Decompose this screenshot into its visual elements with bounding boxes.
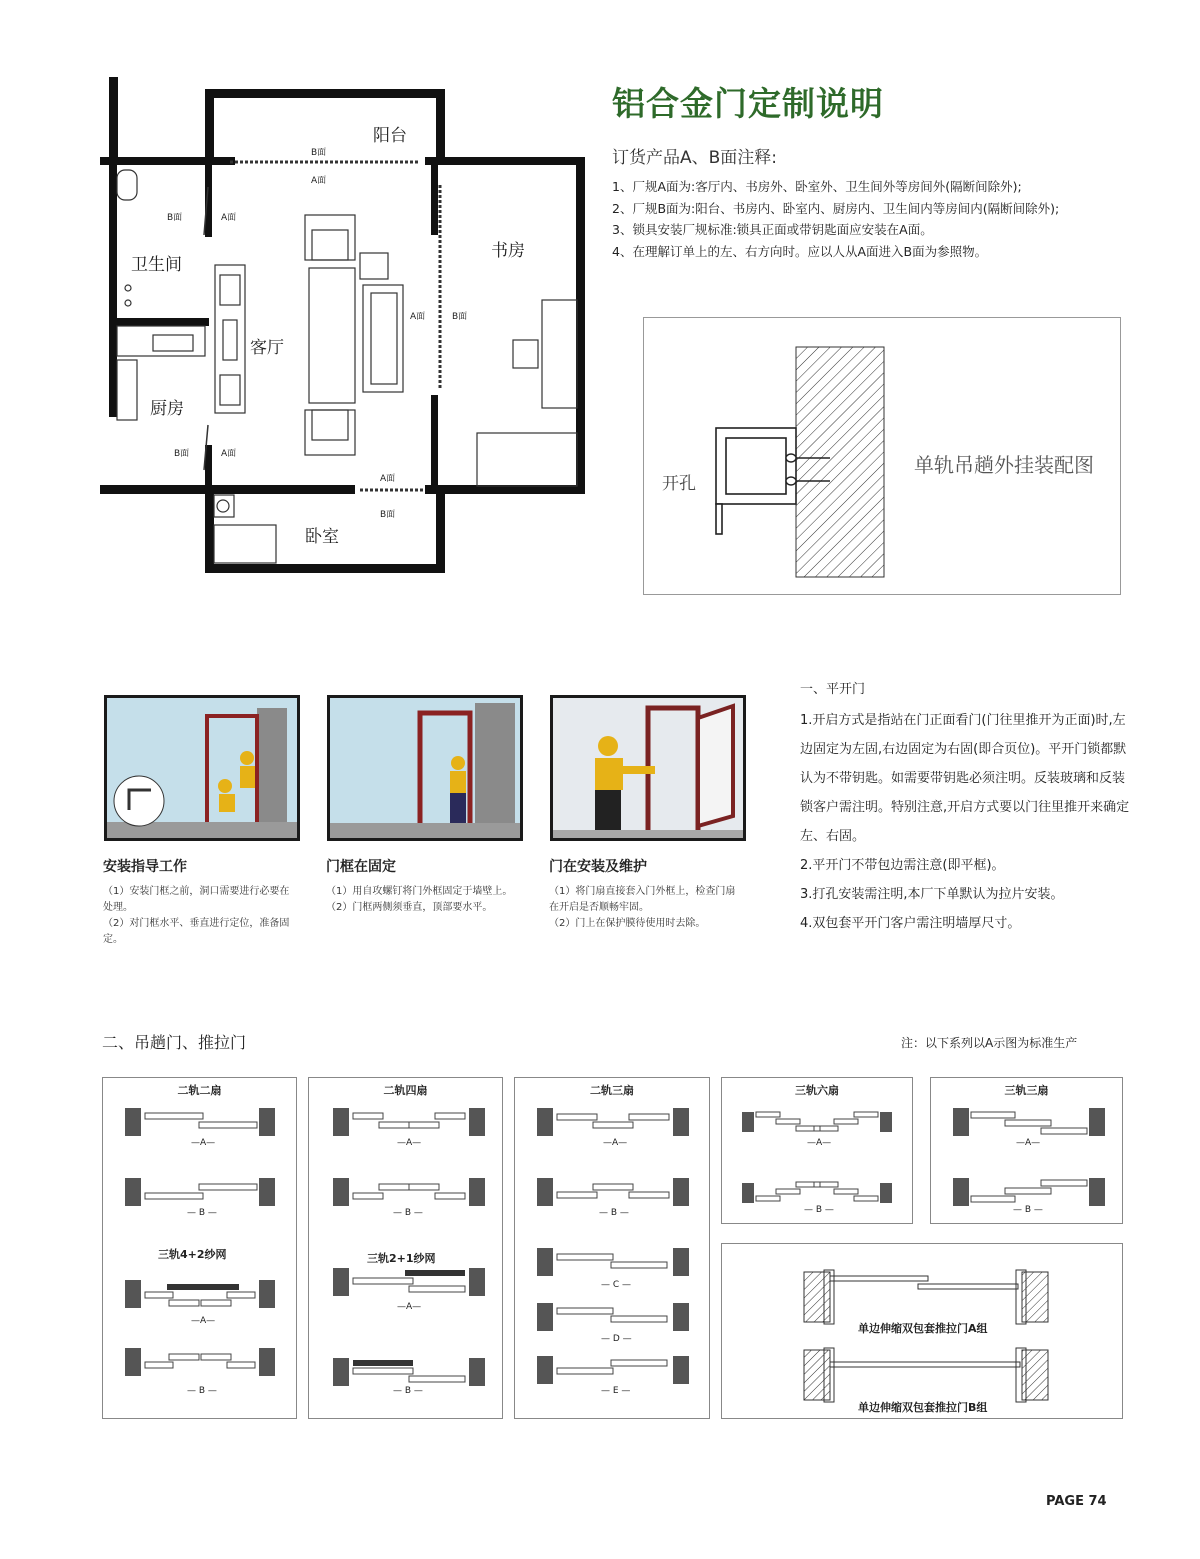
label-a: —A— — [1016, 1138, 1041, 1148]
label-c: — C — — [601, 1280, 632, 1290]
panel-subtitle: 三轨2+1纱网 — [367, 1252, 436, 1265]
label-d: — D — — [601, 1334, 632, 1344]
face-a-label: A面 — [221, 213, 237, 223]
face-a-label: A面 — [221, 449, 237, 459]
panel-title: 二轨二扇 — [177, 1084, 222, 1097]
face-b-label: B面 — [174, 449, 190, 459]
panel-title: 三轨三扇 — [1004, 1084, 1049, 1097]
track-panel — [930, 1077, 1123, 1224]
section-paragraph: 3.打孔安装需注明,本厂下单默认为拉片安装。 — [800, 887, 1064, 902]
room-label-living: 客厅 — [250, 338, 284, 358]
label-b: — B — — [393, 1208, 423, 1218]
track-panel — [102, 1077, 297, 1419]
panel-title: 二轨四扇 — [383, 1084, 428, 1097]
panel-caption: 单边伸缩双包套推拉门A组 — [858, 1322, 988, 1335]
face-b-label: B面 — [167, 213, 183, 223]
floor-plan — [95, 75, 590, 575]
label-a: —A— — [807, 1138, 832, 1148]
section-heading: 一、平开门 — [800, 682, 866, 697]
room-label-study: 书房 — [491, 241, 525, 261]
note-item: 2、厂规B面为:阳台、书房内、卧室内、厨房内、卫生间内等房间内(隔断间除外); — [612, 200, 1060, 216]
track-panel — [514, 1077, 710, 1419]
install-step — [326, 856, 521, 916]
label-b: — B — — [187, 1208, 217, 1218]
mount-diagram-caption: 单轨吊趟外挂装配图 — [914, 453, 1094, 477]
label-a: —A— — [397, 1302, 422, 1312]
install-step-text: （2）门框两侧须垂直，顶部要水平。 — [326, 902, 493, 913]
face-b-label: B面 — [452, 312, 468, 322]
page-title: 铝合金门定制说明 — [612, 84, 884, 123]
panel-title: 三轨六扇 — [795, 1084, 839, 1097]
install-step-photo — [104, 695, 300, 841]
install-step — [549, 856, 744, 932]
install-step-photo — [327, 695, 523, 841]
section-sliding-door-heading: 二、吊趟门、推拉门 — [102, 1033, 247, 1052]
page-number: PAGE 74 — [1046, 1494, 1107, 1509]
panel-caption: 单边伸缩双包套推拉门B组 — [858, 1401, 988, 1414]
install-step — [103, 856, 298, 948]
notes-list — [612, 176, 1172, 262]
room-label-kitchen: 厨房 — [150, 399, 184, 419]
note-item: 1、厂规A面为:客厅内、书房外、卧室外、卫生间外等房间外(隔断间除外); — [612, 179, 1022, 194]
room-label-balcony: 阳台 — [373, 126, 407, 146]
track-panel — [721, 1077, 913, 1224]
label-b: — B — — [599, 1208, 629, 1218]
section-swing-door — [800, 680, 1130, 938]
label-a: —A— — [397, 1138, 422, 1148]
install-step-text: （1）将门扇直接套入门外框上，检查门扇在开启是否顺畅牢固。 — [549, 886, 736, 913]
label-e: — E — — [601, 1386, 631, 1396]
track-diagram — [515, 1078, 709, 1418]
install-step-text: （2）对门框水平、垂直进行定位，准备固定。 — [103, 918, 290, 945]
install-step-title: 门在安装及维护 — [549, 859, 647, 875]
face-a-label: A面 — [311, 176, 327, 186]
label-b: — B — — [393, 1386, 423, 1396]
section-paragraph: 1.开启方式是指站在门正面看门(门往里推开为正面)时,左边固定为左固,右边固定为右固(即合页位)。平开门锁都默认为不带钥匙。如需要带钥匙必须注明。反装玻璃和反装锁客户需注明。特别注意,开启方式要以门往里推开来确定左、右固。 — [800, 713, 1130, 844]
track-diagram — [931, 1078, 1122, 1223]
hole-label: 开孔 — [662, 474, 696, 494]
face-b-label: B面 — [380, 510, 396, 520]
label-b: — B — — [804, 1205, 834, 1215]
install-step-text: （1）用自攻螺钉将门外框固定于墙壁上。 — [326, 886, 513, 897]
face-b-label: B面 — [311, 148, 327, 158]
label-b: — B — — [1013, 1205, 1043, 1215]
section-paragraph: 2.平开门不带包边需注意(即平框)。 — [800, 858, 1005, 873]
face-a-label: A面 — [410, 312, 426, 322]
label-a: —A— — [191, 1138, 216, 1148]
track-panel — [721, 1243, 1123, 1419]
room-label-bedroom: 卧室 — [305, 527, 339, 547]
label-b: — B — — [187, 1386, 217, 1396]
room-label-bathroom: 卫生间 — [131, 255, 182, 275]
track-panel — [308, 1077, 503, 1419]
install-step-text: （1）安装门框之前，洞口需要进行必要在处理。 — [103, 886, 290, 913]
subtitle: 订货产品A、B面注释: — [612, 148, 778, 168]
section-paragraph: 4.双包套平开门客户需注明墙厚尺寸。 — [800, 916, 1021, 931]
note-item: 4、在理解订单上的左、右方向时。应以人从A面进入B面为参照物。 — [612, 243, 988, 259]
panel-subtitle: 三轨4+2纱网 — [158, 1248, 227, 1261]
track-diagram — [309, 1078, 502, 1418]
install-step-title: 门框在固定 — [326, 859, 396, 875]
track-diagram — [722, 1078, 912, 1223]
install-step-photo — [550, 695, 746, 841]
label-a: —A— — [603, 1138, 628, 1148]
note-item: 3、锁具安装厂规标准:锁具正面或带钥匙面应安装在A面。 — [612, 222, 933, 237]
label-a: —A— — [191, 1316, 216, 1326]
install-step-text: （2）门上在保护膜待使用时去除。 — [549, 918, 706, 929]
panel-title: 二轨三扇 — [590, 1084, 634, 1097]
section-sliding-note: 注：以下系列以A示图为标准生产 — [901, 1036, 1078, 1050]
install-step-title: 安装指导工作 — [103, 859, 187, 875]
face-a-label: A面 — [380, 474, 396, 484]
